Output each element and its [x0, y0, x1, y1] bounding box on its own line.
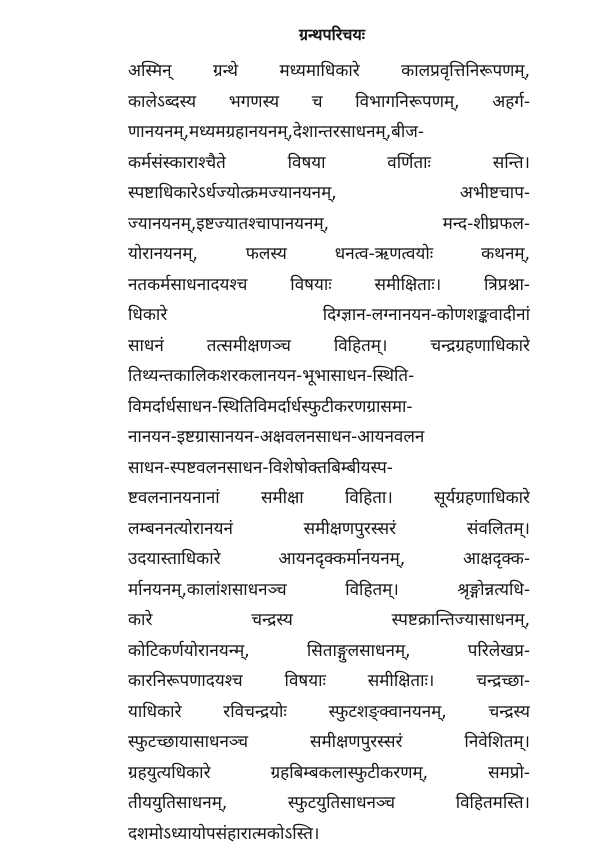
text-line: तीययुतिसाधनम्, स्फुटयुतिसाधनञ्च विहितमस्ति।: [128, 793, 530, 813]
text-line: ग्रहयुत्यधिकारे ग्रहबिम्बकलास्फुटीकरणम्, समप्रो-: [128, 762, 530, 783]
text-line: नतकर्मसाधनादयश्च विषयाः समीक्षिताः। त्रिप्रश्ना-: [128, 274, 530, 295]
text-line: अस्मिन् ग्रन्थे मध्यमाधिकारे कालप्रवृत्तिनिरूपणम्,: [128, 61, 530, 81]
text-line: विमर्दार्धसाधन-स्थितिविमर्दार्धस्फुटीकरणग्रासमा-: [128, 396, 413, 417]
text-line: ष्टवलनानयनानां समीक्षा विहिता। सूर्यग्रहणाधिकारे: [128, 488, 530, 508]
text-line: साधन-स्पष्टवलनसाधन-विशेषोक्तबिम्बीयस्प-: [128, 457, 393, 478]
text-line: स्फुटच्छायासाधनञ्च समीक्षणपुरस्सरं निवेशितम्।: [128, 732, 530, 752]
text-line: साधनं तत्समीक्षणञ्च विहितम्। चन्द्रग्रहणाधिकारे: [128, 335, 530, 356]
text-line: स्पष्टाधिकारेऽर्धज्योत्क्रमज्यानयनम्, अभीष्टचाप-: [128, 183, 530, 203]
text-line: कालेऽब्दस्य भगणस्य च विभागनिरूपणम्, अहर्ग-: [128, 91, 530, 112]
text-line: योरानयनम्, फलस्य धनत्व-ऋणत्वयोः कथनम्,: [128, 244, 530, 264]
text-line: ज्यानयनम्,इष्टज्यातश्चापानयनम्, मन्द-शीघ्रफल-: [128, 213, 530, 234]
text-line: कारनिरूपणादयश्च विषयाः समीक्षिताः। चन्द्रच्छा-: [128, 671, 530, 691]
text-line: दशमोऽध्यायोपसंहारात्मकोऽस्ति।: [128, 823, 320, 844]
text-line: नानयन-इष्टग्रासानयन-अक्षवलनसाधन-आयनवलन: [128, 427, 425, 447]
text-line: याधिकारे रविचन्द्रयोः स्फुटशङ्क्वानयनम्, चन्द्रस्य: [128, 701, 530, 722]
text-line: कर्मसंस्काराश्चैते विषया वर्णिताः सन्ति।: [128, 152, 530, 173]
text-line: णानयनम्,मध्यमग्रहानयनम्,देशान्तरसाधनम्,बीज-: [128, 122, 424, 142]
text-line: कोटिकर्णयोरानयन्म्, सिताङ्गुलसाधनम्, परिलेखप्र-: [128, 640, 530, 661]
text-line: कारे चन्द्रस्य स्पष्टक्रान्तिज्यासाधनम्,: [128, 610, 530, 630]
text-line: धिकारे दिग्ज्ञान-लग्नानयन-कोणशङ्कवादीनां: [128, 305, 530, 325]
text-line: र्मानयनम्,कालांशसाधनञ्च विहितम्। श्रृङ्गोन्नत्यधि-: [128, 579, 530, 600]
page-title: ग्रन्थपरिचयः: [299, 25, 365, 44]
text-line: उदयास्ताधिकारे आयनदृक्कर्मानयनम्, आक्षदृक्क-: [128, 549, 530, 569]
body-text: [128, 56, 530, 849]
text-line: तिथ्यन्तकालिकशरकलानयन-भूभासाधन-स्थिति-: [128, 366, 415, 386]
text-line: लम्बननत्योरानयनं समीक्षणपुरस्सरं संवलितम्।: [128, 518, 530, 539]
